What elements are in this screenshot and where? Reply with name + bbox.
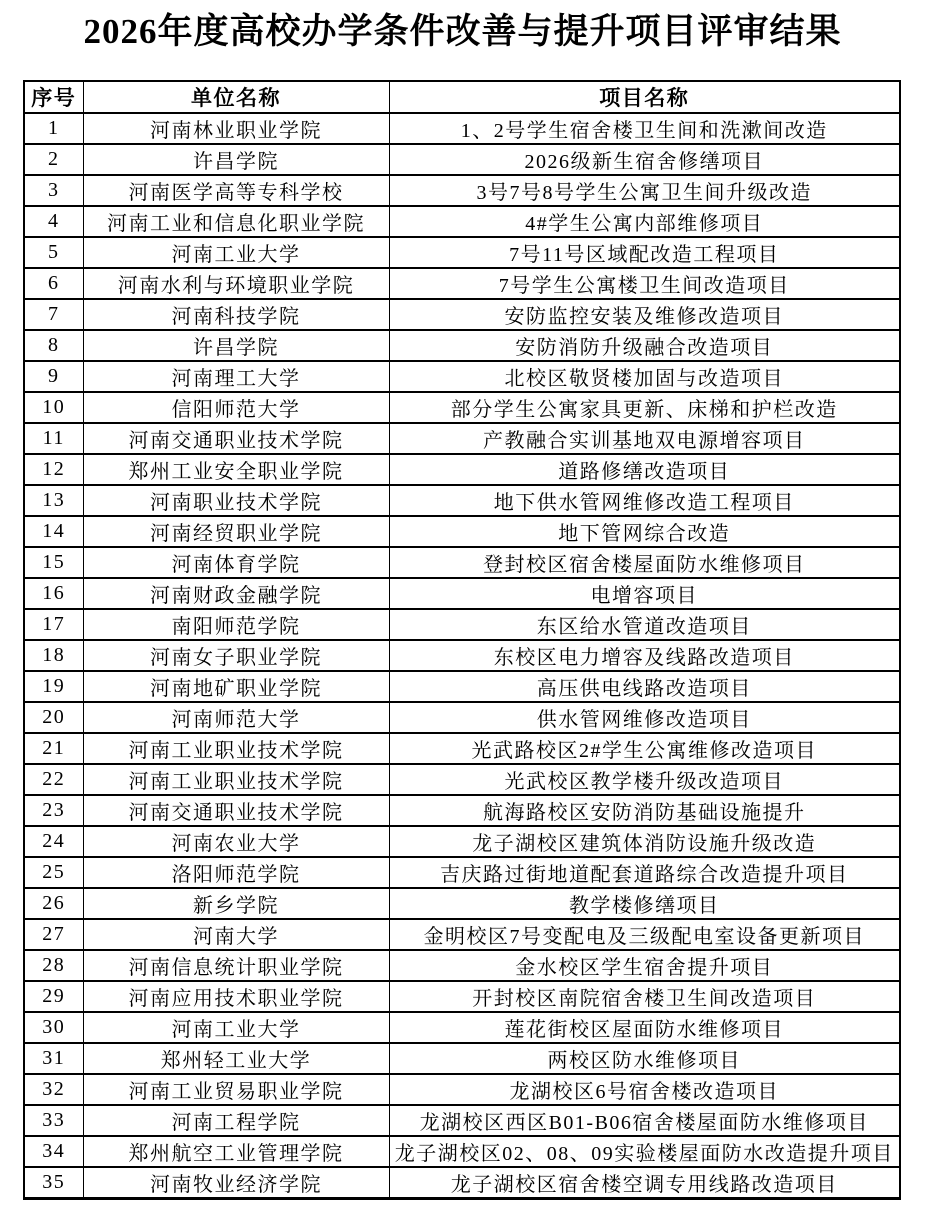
table-row: [24, 206, 900, 237]
table-row: [24, 516, 900, 547]
cell-unit-name: 河南经贸职业学院: [83, 516, 389, 547]
table-row: [24, 950, 900, 981]
cell-unit-name: 河南牧业经济学院: [83, 1167, 389, 1199]
cell-unit-name: 河南交通职业技术学院: [83, 423, 389, 454]
cell-unit-name: 河南师范大学: [83, 702, 389, 733]
table-row: [24, 1136, 900, 1167]
cell-unit-name: 河南工业职业技术学院: [83, 764, 389, 795]
cell-index: 13: [24, 485, 83, 516]
cell-unit-name: 许昌学院: [83, 330, 389, 361]
cell-index: 14: [24, 516, 83, 547]
cell-index: 8: [24, 330, 83, 361]
cell-index: 34: [24, 1136, 83, 1167]
table-row: [24, 671, 900, 702]
cell-project-name: 龙湖校区6号宿舍楼改造项目: [389, 1074, 900, 1105]
cell-index: 9: [24, 361, 83, 392]
cell-unit-name: 许昌学院: [83, 144, 389, 175]
table-row: [24, 330, 900, 361]
cell-unit-name: 河南应用技术职业学院: [83, 981, 389, 1012]
cell-unit-name: 河南大学: [83, 919, 389, 950]
table-row: [24, 1043, 900, 1074]
cell-project-name: 光武校区教学楼升级改造项目: [389, 764, 900, 795]
cell-unit-name: 河南工业大学: [83, 1012, 389, 1043]
cell-project-name: 吉庆路过街地道配套道路综合改造提升项目: [389, 857, 900, 888]
cell-project-name: 部分学生公寓家具更新、床梯和护栏改造: [389, 392, 900, 423]
cell-index: 22: [24, 764, 83, 795]
cell-unit-name: 河南交通职业技术学院: [83, 795, 389, 826]
cell-project-name: 道路修缮改造项目: [389, 454, 900, 485]
table-header: [24, 81, 900, 113]
cell-unit-name: 河南女子职业学院: [83, 640, 389, 671]
cell-project-name: 安防监控安装及维修改造项目: [389, 299, 900, 330]
table-row: [24, 609, 900, 640]
cell-index: 11: [24, 423, 83, 454]
table-row: [24, 485, 900, 516]
table-row: [24, 547, 900, 578]
cell-unit-name: 信阳师范大学: [83, 392, 389, 423]
results-table: [23, 80, 901, 1200]
cell-unit-name: 河南地矿职业学院: [83, 671, 389, 702]
table-row: [24, 113, 900, 144]
cell-project-name: 高压供电线路改造项目: [389, 671, 900, 702]
cell-index: 17: [24, 609, 83, 640]
cell-unit-name: 河南信息统计职业学院: [83, 950, 389, 981]
cell-index: 4: [24, 206, 83, 237]
cell-project-name: 金水校区学生宿舍提升项目: [389, 950, 900, 981]
col-header-unit-name: 单位名称: [83, 81, 389, 113]
cell-unit-name: 河南工程学院: [83, 1105, 389, 1136]
table-row: [24, 237, 900, 268]
cell-unit-name: 南阳师范学院: [83, 609, 389, 640]
table-row: [24, 981, 900, 1012]
table-row: [24, 299, 900, 330]
table-row: [24, 144, 900, 175]
cell-project-name: 航海路校区安防消防基础设施提升: [389, 795, 900, 826]
table-row: [24, 578, 900, 609]
cell-unit-name: 洛阳师范学院: [83, 857, 389, 888]
cell-project-name: 光武路校区2#学生公寓维修改造项目: [389, 733, 900, 764]
table-row: [24, 1167, 900, 1199]
cell-unit-name: 河南工业职业技术学院: [83, 733, 389, 764]
table-row: [24, 640, 900, 671]
cell-unit-name: 河南工业和信息化职业学院: [83, 206, 389, 237]
cell-unit-name: 新乡学院: [83, 888, 389, 919]
cell-index: 2: [24, 144, 83, 175]
col-header-project-name: 项目名称: [389, 81, 900, 113]
cell-project-name: 供水管网维修改造项目: [389, 702, 900, 733]
cell-index: 19: [24, 671, 83, 702]
cell-project-name: 7号学生公寓楼卫生间改造项目: [389, 268, 900, 299]
table-row: [24, 826, 900, 857]
cell-unit-name: 郑州轻工业大学: [83, 1043, 389, 1074]
cell-index: 31: [24, 1043, 83, 1074]
cell-project-name: 地下供水管网维修改造工程项目: [389, 485, 900, 516]
cell-index: 18: [24, 640, 83, 671]
cell-project-name: 东校区电力增容及线路改造项目: [389, 640, 900, 671]
table-row: [24, 1012, 900, 1043]
cell-project-name: 龙湖校区西区B01-B06宿舍楼屋面防水维修项目: [389, 1105, 900, 1136]
cell-index: 1: [24, 113, 83, 144]
cell-unit-name: 河南职业技术学院: [83, 485, 389, 516]
cell-project-name: 安防消防升级融合改造项目: [389, 330, 900, 361]
cell-index: 3: [24, 175, 83, 206]
cell-unit-name: 郑州工业安全职业学院: [83, 454, 389, 485]
cell-index: 28: [24, 950, 83, 981]
table-row: [24, 1074, 900, 1105]
cell-index: 29: [24, 981, 83, 1012]
col-header-index: 序号: [24, 81, 83, 113]
cell-index: 26: [24, 888, 83, 919]
cell-unit-name: 河南理工大学: [83, 361, 389, 392]
cell-index: 30: [24, 1012, 83, 1043]
cell-project-name: 龙子湖校区宿舍楼空调专用线路改造项目: [389, 1167, 900, 1199]
table-row: [24, 857, 900, 888]
cell-index: 12: [24, 454, 83, 485]
cell-index: 35: [24, 1167, 83, 1199]
cell-unit-name: 河南工业大学: [83, 237, 389, 268]
table-row: [24, 1105, 900, 1136]
cell-unit-name: 河南水利与环境职业学院: [83, 268, 389, 299]
table-row: [24, 733, 900, 764]
cell-project-name: 7号11号区域配改造工程项目: [389, 237, 900, 268]
cell-unit-name: 河南农业大学: [83, 826, 389, 857]
cell-project-name: 莲花街校区屋面防水维修项目: [389, 1012, 900, 1043]
cell-project-name: 东区给水管道改造项目: [389, 609, 900, 640]
cell-index: 32: [24, 1074, 83, 1105]
table-row: [24, 702, 900, 733]
cell-project-name: 3号7号8号学生公寓卫生间升级改造: [389, 175, 900, 206]
table-row: [24, 361, 900, 392]
table-row: [24, 919, 900, 950]
cell-unit-name: 河南医学高等专科学校: [83, 175, 389, 206]
cell-project-name: 北校区敬贤楼加固与改造项目: [389, 361, 900, 392]
table-body: [24, 113, 900, 1199]
cell-index: 10: [24, 392, 83, 423]
table-row: [24, 764, 900, 795]
cell-index: 15: [24, 547, 83, 578]
table-row: [24, 423, 900, 454]
cell-index: 24: [24, 826, 83, 857]
cell-project-name: 地下管网综合改造: [389, 516, 900, 547]
header-row: [24, 81, 900, 113]
cell-project-name: 1、2号学生宿舍楼卫生间和洗漱间改造: [389, 113, 900, 144]
cell-index: 23: [24, 795, 83, 826]
cell-project-name: 龙子湖校区建筑体消防设施升级改造: [389, 826, 900, 857]
cell-project-name: 4#学生公寓内部维修项目: [389, 206, 900, 237]
cell-project-name: 金明校区7号变配电及三级配电室设备更新项目: [389, 919, 900, 950]
cell-project-name: 教学楼修缮项目: [389, 888, 900, 919]
cell-project-name: 龙子湖校区02、08、09实验楼屋面防水改造提升项目: [389, 1136, 900, 1167]
cell-index: 33: [24, 1105, 83, 1136]
cell-unit-name: 河南体育学院: [83, 547, 389, 578]
cell-index: 5: [24, 237, 83, 268]
table-row: [24, 175, 900, 206]
cell-unit-name: 郑州航空工业管理学院: [83, 1136, 389, 1167]
cell-index: 27: [24, 919, 83, 950]
page-title: 2026年度高校办学条件改善与提升项目评审结果: [83, 12, 842, 51]
cell-unit-name: 河南科技学院: [83, 299, 389, 330]
cell-index: 7: [24, 299, 83, 330]
cell-index: 6: [24, 268, 83, 299]
cell-unit-name: 河南林业职业学院: [83, 113, 389, 144]
cell-project-name: 产教融合实训基地双电源增容项目: [389, 423, 900, 454]
table-row: [24, 268, 900, 299]
table-row: [24, 392, 900, 423]
cell-project-name: 2026级新生宿舍修缮项目: [389, 144, 900, 175]
cell-project-name: 登封校区宿舍楼屋面防水维修项目: [389, 547, 900, 578]
cell-index: 16: [24, 578, 83, 609]
cell-index: 25: [24, 857, 83, 888]
cell-unit-name: 河南财政金融学院: [83, 578, 389, 609]
cell-project-name: 电增容项目: [389, 578, 900, 609]
table-row: [24, 888, 900, 919]
cell-project-name: 开封校区南院宿舍楼卫生间改造项目: [389, 981, 900, 1012]
table-row: [24, 795, 900, 826]
cell-project-name: 两校区防水维修项目: [389, 1043, 900, 1074]
cell-index: 20: [24, 702, 83, 733]
table-row: [24, 454, 900, 485]
cell-unit-name: 河南工业贸易职业学院: [83, 1074, 389, 1105]
cell-index: 21: [24, 733, 83, 764]
